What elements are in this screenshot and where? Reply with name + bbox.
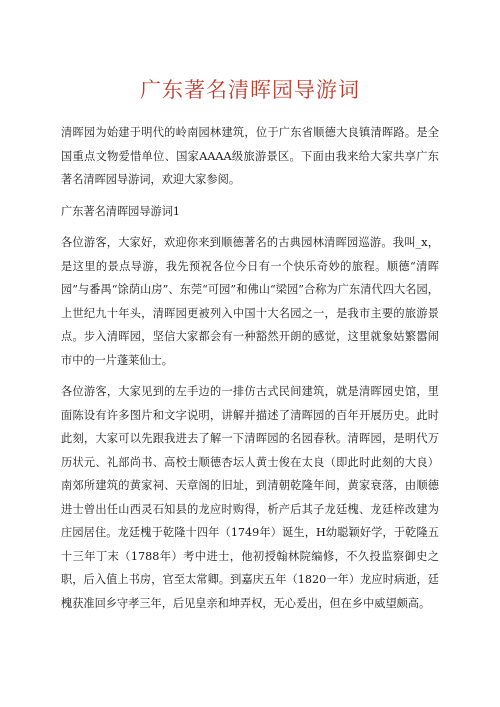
body-paragraph-2: 各位游客，大家见到的左手边的一排仿古式民间建筑，就是清晖园史馆，里面陈设有许多图片和文字说明，讲解并描述了清晖园的百年开展历史。此时此刻，大家可以先跟我进去了解一下清晖园的名园春秋。清晖园，是明代万历状元、礼部尚书、高校士顺德杏坛人黄士俊在太良（即此时此刻的大良）南郊所建筑的黄家祠、天章阁的旧址，到清朝乾隆年间，黄家衰落，由顺德进士曾出任山西灵石知县的龙应时购得，析产后其子龙廷槐、龙廷梓改建为庄园居住。龙廷槐于乾隆十四年（1749年）诞生，H幼聪颖好学，于乾隆五十三年丁末（1788年）考中进士，他初授翰林院编修，不久投监察御史之职，后入值上书房，官至太常卿。到嘉庆五年（1820一年）龙应时病逝，廷槐获准回乡守孝三年，后见皇亲和坤弄权，无心爰出，但在乡中威望颇高。: [61, 385, 439, 610]
body-paragraph-1: 各位游客，大家好，欢迎你来到顺德著名的古典园林清晖园巡游。我叫_x，是这里的景点导游，我先预祝各位今日有一个快乐奇妙的旅程。顺德“清晖园”与番禺“馀荫山房”、东莞“可园”和佛山“梁园”合称为广东清代四大名园，上世纪九十年头，清晖园更被列入中国十大名园之一，是我市主要的旅游景点。步入清晖园，坚信大家都会有一种豁然开朗的感觉，这里就象姑繁嚣闹市中的一片蓬莱仙士。: [61, 236, 439, 367]
document-title: 广东著名清晖园导游词: [140, 78, 360, 102]
intro-paragraph: 清晖园为始建于明代的岭南园林建筑，位于广东省顺德大良镇清晖路。是全国重点文物爱惜单位、国家AAAA级旅游景区。下面由我来给大家共享广东著名清晖园导游词，欢迎大家参阅。: [61, 126, 439, 186]
section-heading: 广东著名清晖园导游词1: [61, 204, 180, 218]
document-body: [61, 121, 439, 623]
